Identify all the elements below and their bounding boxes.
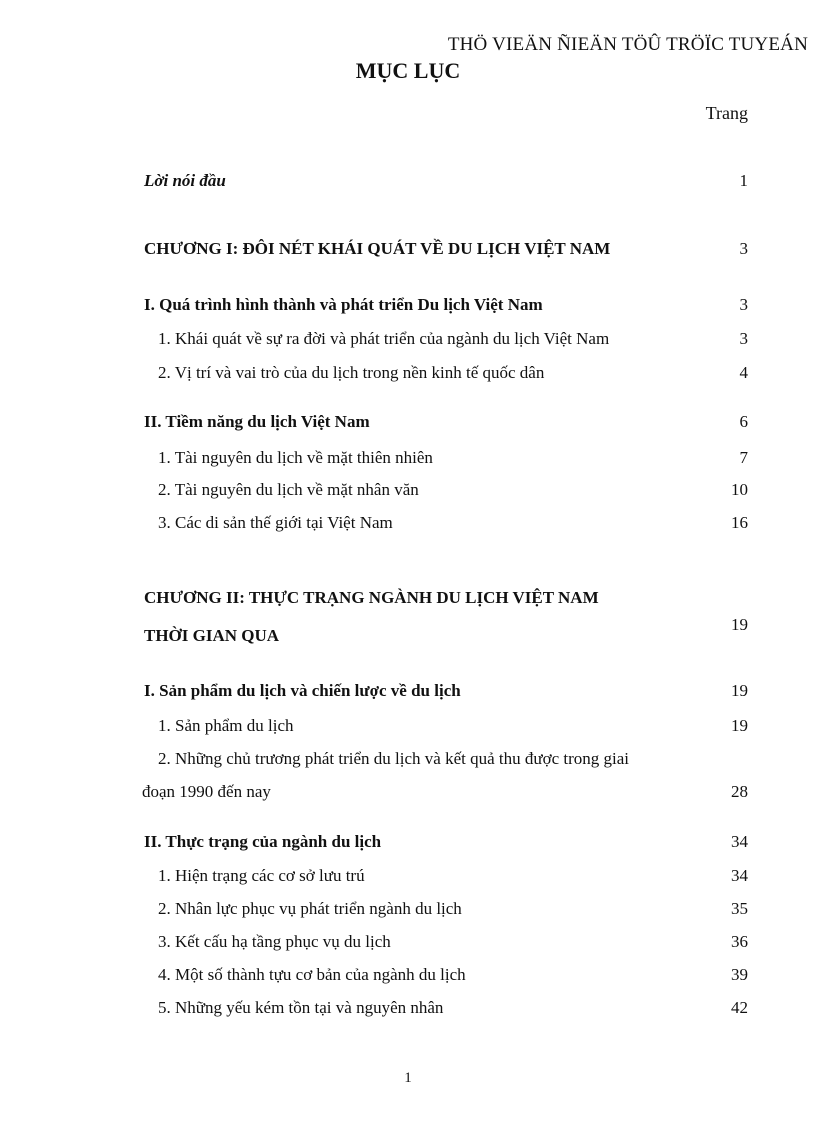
toc-subsection[interactable]: [0, 480, 816, 504]
toc-entry-label: 3. Kết cấu hạ tầng phục vụ du lịch: [158, 932, 391, 951]
toc-entry-page: 34: [731, 832, 748, 851]
toc-entry-label: 1. Khái quát về sự ra đời và phát triển của ngành du lịch Việt Nam: [158, 329, 610, 348]
toc-subsection[interactable]: [0, 363, 816, 387]
toc-entry-page: 42: [731, 998, 748, 1017]
toc-entry-page: 19: [731, 681, 748, 700]
toc-entry-page: 36: [731, 932, 748, 951]
toc-entry-label: I. Sản phẩm du lịch và chiến lược về du lịch: [144, 681, 461, 700]
page-column-header: Trang: [705, 103, 748, 123]
toc-entry-label: 2. Những chủ trương phát triển du lịch và kết quả thu được trong giai: [158, 749, 629, 768]
toc-entry-page: 28: [731, 782, 748, 801]
toc-subsection[interactable]: [0, 329, 816, 353]
toc-section[interactable]: [0, 295, 816, 319]
toc-entry-page: 34: [731, 866, 748, 885]
toc-subsection[interactable]: [0, 513, 816, 537]
toc-section[interactable]: [0, 832, 816, 856]
toc-entry-label-continued: đoạn 1990 đến nay: [142, 782, 271, 801]
toc-entry-page: 10: [731, 480, 748, 499]
toc-entry-page: 16: [731, 513, 748, 532]
toc-entry-label: II. Thực trạng của ngành du lịch: [144, 832, 382, 851]
toc-entry-page: 7: [739, 448, 748, 467]
toc-chapter[interactable]: [0, 588, 816, 652]
page-title: MỤC LỤC: [355, 58, 461, 83]
toc-entry-label: 1. Sản phẩm du lịch: [158, 716, 294, 735]
toc-entry-label: 2. Tài nguyên du lịch về mặt nhân văn: [158, 480, 419, 499]
toc-entry-page: 4: [739, 363, 748, 382]
toc-entry-label: 2. Vị trí và vai trò của du lịch trong nền kinh tế quốc dân: [158, 363, 545, 382]
toc-entry-page: 3: [739, 295, 748, 314]
toc-entry-label: 4. Một số thành tựu cơ bản của ngành du lịch: [158, 965, 466, 984]
toc-entry-page: 1: [739, 171, 748, 190]
toc-chapter[interactable]: [0, 239, 816, 263]
toc-subsection[interactable]: [0, 899, 816, 923]
header-watermark: THÖ VIEÄN ÑIEÄN TÖÛ TRÖÏC TUYEÁN: [447, 34, 808, 55]
toc-subsection[interactable]: [0, 932, 816, 956]
toc-entry-label: 1. Hiện trạng các cơ sở lưu trú: [158, 866, 365, 885]
toc-entry-label: II. Tiềm năng du lịch Việt Nam: [144, 412, 370, 431]
toc-entry-page: 19: [731, 716, 748, 735]
toc-entry-page: 6: [739, 412, 748, 431]
toc-subsection[interactable]: [0, 998, 816, 1022]
toc-entry-label: CHƯƠNG II: THỰC TRẠNG NGÀNH DU LỊCH VIỆT NAM: [144, 588, 599, 607]
toc-entry-label: 3. Các di sản thế giới tại Việt Nam: [158, 513, 393, 532]
toc-entry-page: 35: [731, 899, 748, 918]
toc-entry-label: 2. Nhân lực phục vụ phát triển ngành du lịch: [158, 899, 462, 918]
toc-entry-page: 3: [739, 239, 748, 258]
toc-entry-label: I. Quá trình hình thành và phát triển Du lịch Việt Nam: [144, 295, 543, 314]
toc-subsection[interactable]: [0, 866, 816, 890]
toc-subsection[interactable]: [0, 965, 816, 989]
toc-entry-label: 5. Những yếu kém tồn tại và nguyên nhân: [158, 998, 444, 1017]
toc-entry-page: 19: [731, 615, 748, 634]
toc-entry-label-continued: THỜI GIAN QUA: [144, 626, 280, 645]
toc-subsection[interactable]: [0, 749, 816, 809]
toc-entry-label: Lời nói đầu: [144, 171, 226, 190]
toc-entry-page: 39: [731, 965, 748, 984]
toc-subsection[interactable]: [0, 716, 816, 740]
footer-page-number: 1: [404, 1070, 412, 1086]
toc-entry-label: 1. Tài nguyên du lịch về mặt thiên nhiên: [158, 448, 433, 467]
toc-entry-label: CHƯƠNG I: ĐÔI NÉT KHÁI QUÁT VỀ DU LỊCH VIỆT NAM: [144, 239, 611, 258]
toc-entry[interactable]: [0, 171, 816, 195]
toc-section[interactable]: [0, 681, 816, 705]
toc-entry-page: 3: [739, 329, 748, 348]
toc-section[interactable]: [0, 412, 816, 436]
toc-subsection[interactable]: [0, 448, 816, 472]
